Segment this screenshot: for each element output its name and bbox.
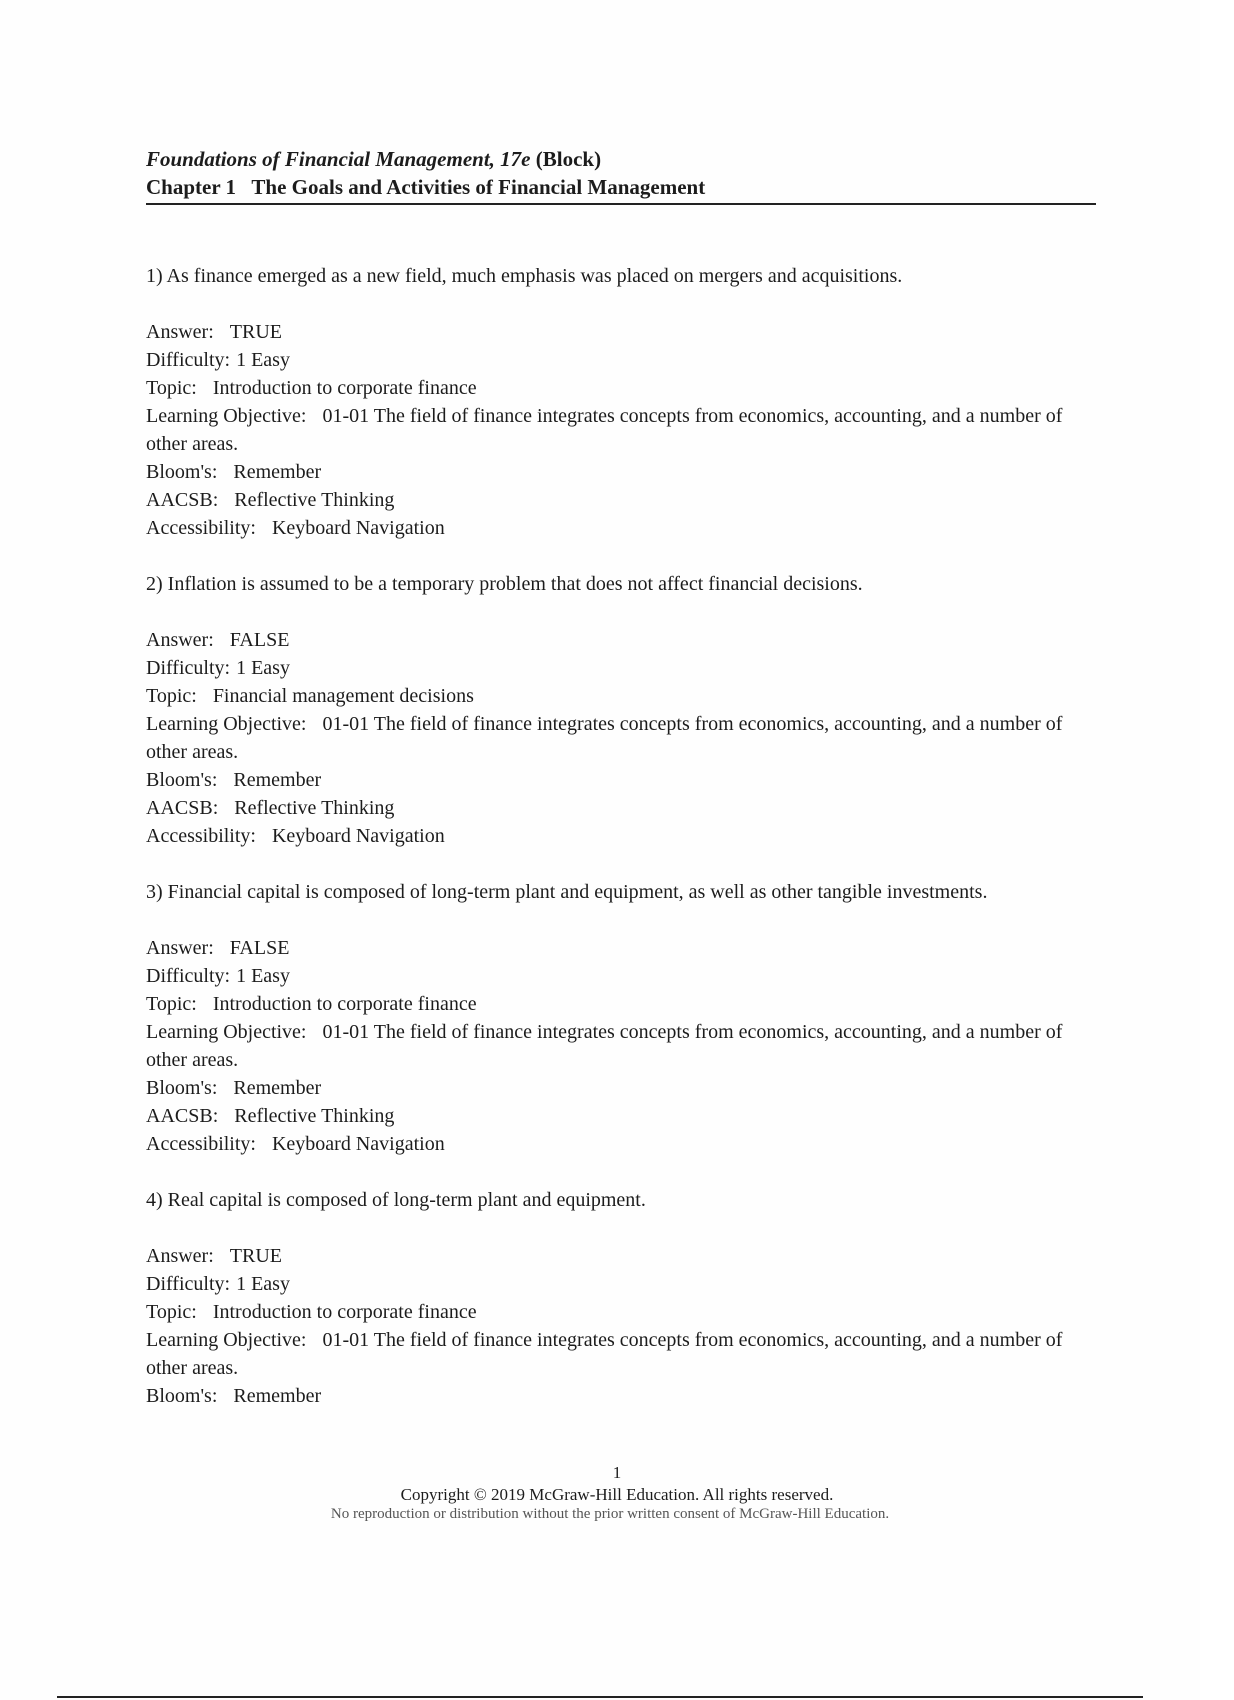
aacsb-label: AACSB:	[146, 797, 219, 819]
difficulty-label: Difficulty:	[146, 965, 231, 987]
answer-value: TRUE	[229, 321, 282, 343]
answer-line	[146, 934, 1096, 962]
question-text: 2) Inflation is assumed to be a temporary problem that does not affect financial decisions.	[146, 573, 863, 595]
accessibility-line	[146, 1130, 1096, 1158]
accessibility-label: Accessibility:	[146, 825, 256, 847]
blooms-label: Bloom's:	[146, 1385, 218, 1407]
aacsb-value: Reflective Thinking	[234, 1105, 395, 1127]
reproduction-notice: No reproduction or distribution without the prior written consent of McGraw-Hill Education.	[330, 1506, 890, 1522]
blooms-line	[146, 1382, 1096, 1410]
answer-label: Answer:	[146, 321, 214, 343]
learning-objective-value: 01-01 The field of finance integrates concepts from economics, accounting, and a number of other areas.	[146, 713, 1063, 763]
answer-line	[146, 1242, 1096, 1270]
blooms-label: Bloom's:	[146, 461, 218, 483]
aacsb-label: AACSB:	[146, 489, 219, 511]
book-title	[146, 145, 1096, 173]
question-item	[146, 1186, 1096, 1410]
question-text: 3) Financial capital is composed of long-term plant and equipment, as well as other tangible investments.	[146, 881, 988, 903]
book-title-italic: Foundations of Financial Management, 17e	[146, 147, 531, 171]
answer-value: FALSE	[229, 937, 290, 959]
difficulty-line	[146, 962, 1096, 990]
topic-label: Topic:	[146, 377, 197, 399]
learning-objective-value: 01-01 The field of finance integrates concepts from economics, accounting, and a number of other areas.	[146, 1021, 1063, 1071]
answer-label: Answer:	[146, 629, 214, 651]
topic-label: Topic:	[146, 685, 197, 707]
topic-value: Financial management decisions	[212, 685, 474, 707]
topic-label: Topic:	[146, 1301, 197, 1323]
page-footer	[0, 1462, 1234, 1506]
accessibility-line	[146, 822, 1096, 850]
question-text: 1) As finance emerged as a new field, much emphasis was placed on mergers and acquisitions.	[146, 265, 903, 287]
difficulty-label: Difficulty:	[146, 349, 231, 371]
difficulty-value: 1 Easy	[236, 1273, 290, 1295]
bottom-divider	[57, 1696, 1143, 1698]
blooms-line	[146, 458, 1096, 486]
page-number: 1	[612, 1463, 622, 1482]
question-item	[146, 262, 1096, 542]
aacsb-line	[146, 794, 1096, 822]
difficulty-value: 1 Easy	[236, 965, 290, 987]
topic-value: Introduction to corporate finance	[212, 1301, 477, 1323]
accessibility-line	[146, 514, 1096, 542]
learning-objective-label: Learning Objective:	[146, 713, 307, 735]
question-item	[146, 570, 1096, 850]
document-header	[146, 145, 1096, 201]
answer-line	[146, 318, 1096, 346]
blooms-line	[146, 766, 1096, 794]
learning-objective-line	[146, 1018, 1096, 1074]
topic-line	[146, 374, 1096, 402]
blooms-value: Remember	[233, 461, 322, 483]
blooms-label: Bloom's:	[146, 1077, 218, 1099]
topic-line	[146, 990, 1096, 1018]
topic-line	[146, 1298, 1096, 1326]
difficulty-line	[146, 346, 1096, 374]
accessibility-label: Accessibility:	[146, 1133, 256, 1155]
answer-value: FALSE	[229, 629, 290, 651]
blooms-value: Remember	[233, 1077, 322, 1099]
topic-line	[146, 682, 1096, 710]
accessibility-value: Keyboard Navigation	[271, 825, 445, 847]
learning-objective-label: Learning Objective:	[146, 405, 307, 427]
blooms-label: Bloom's:	[146, 769, 218, 791]
learning-objective-label: Learning Objective:	[146, 1021, 307, 1043]
question-text: 4) Real capital is composed of long-term plant and equipment.	[146, 1189, 646, 1211]
difficulty-label: Difficulty:	[146, 657, 231, 679]
difficulty-line	[146, 1270, 1096, 1298]
learning-objective-line	[146, 402, 1096, 458]
aacsb-line	[146, 486, 1096, 514]
topic-value: Introduction to corporate finance	[212, 993, 477, 1015]
copyright-notice: Copyright © 2019 McGraw-Hill Education. All rights reserved.	[400, 1485, 834, 1504]
aacsb-label: AACSB:	[146, 1105, 219, 1127]
answer-value: TRUE	[229, 1245, 282, 1267]
difficulty-label: Difficulty:	[146, 1273, 231, 1295]
difficulty-value: 1 Easy	[236, 657, 290, 679]
aacsb-value: Reflective Thinking	[234, 797, 395, 819]
learning-objective-value: 01-01 The field of finance integrates concepts from economics, accounting, and a number of other areas.	[146, 405, 1063, 455]
answer-line	[146, 626, 1096, 654]
learning-objective-label: Learning Objective:	[146, 1329, 307, 1351]
blooms-value: Remember	[233, 769, 322, 791]
learning-objective-line	[146, 1326, 1096, 1382]
chapter-title: Chapter 1 The Goals and Activities of Financial Management	[146, 175, 706, 199]
accessibility-value: Keyboard Navigation	[271, 1133, 445, 1155]
topic-value: Introduction to corporate finance	[212, 377, 477, 399]
answer-label: Answer:	[146, 1245, 214, 1267]
blooms-line	[146, 1074, 1096, 1102]
blooms-value: Remember	[233, 1385, 322, 1407]
question-list	[146, 262, 1096, 1438]
book-title-suffix: (Block)	[535, 147, 602, 171]
learning-objective-line	[146, 710, 1096, 766]
accessibility-value: Keyboard Navigation	[271, 517, 445, 539]
header-divider	[146, 203, 1096, 205]
answer-label: Answer:	[146, 937, 214, 959]
difficulty-line	[146, 654, 1096, 682]
topic-label: Topic:	[146, 993, 197, 1015]
learning-objective-value: 01-01 The field of finance integrates concepts from economics, accounting, and a number of other areas.	[146, 1329, 1063, 1379]
accessibility-label: Accessibility:	[146, 517, 256, 539]
aacsb-value: Reflective Thinking	[234, 489, 395, 511]
aacsb-line	[146, 1102, 1096, 1130]
question-item	[146, 878, 1096, 1158]
difficulty-value: 1 Easy	[236, 349, 290, 371]
